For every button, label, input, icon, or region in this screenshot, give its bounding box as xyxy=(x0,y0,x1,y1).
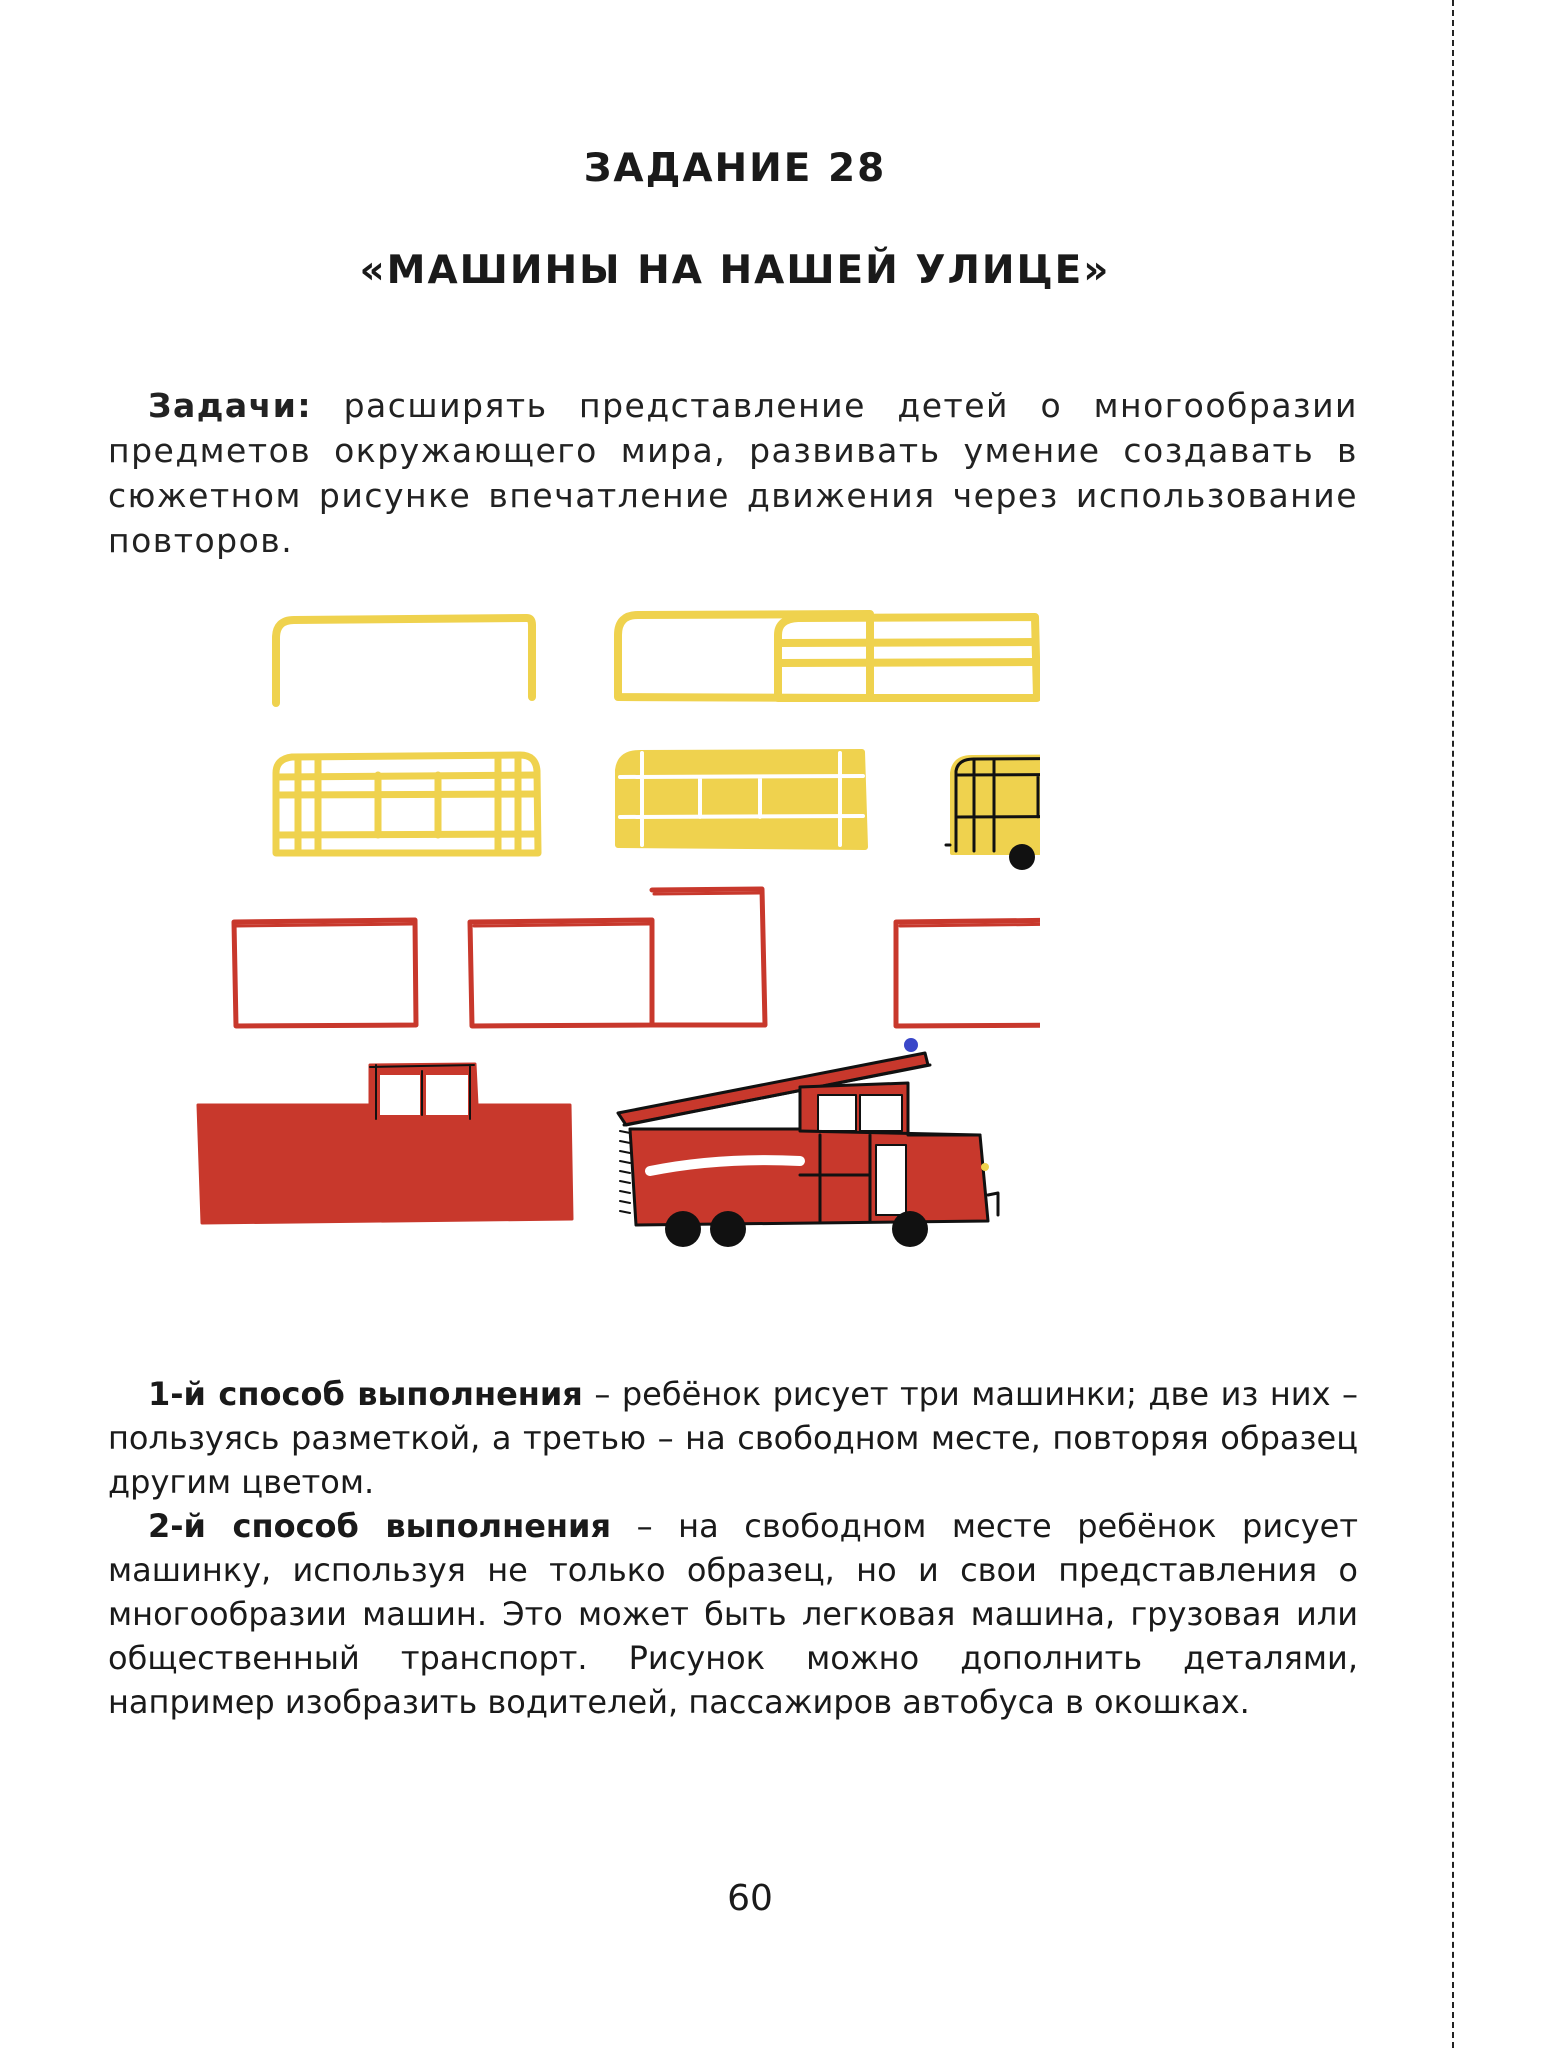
truck-step-1 xyxy=(234,920,416,1026)
method-2 xyxy=(108,1504,1358,1724)
task-title: «МАШИНЫ НА НАШЕЙ УЛИЦЕ» xyxy=(359,248,1111,293)
tasks-text: расширять представление детей о многообразии предметов окружающего мира, развивать умение создавать в сюжетном рисунке впечатление движения через использование повторов. xyxy=(108,386,1358,560)
method-1-label: 1-й способ выполнения xyxy=(148,1375,583,1413)
drawing-steps-illustration xyxy=(180,595,1040,1315)
task-number: ЗАДАНИЕ 28 xyxy=(583,146,887,191)
bus-step-5 xyxy=(618,752,865,847)
cut-line xyxy=(1452,0,1454,2048)
fire-engine xyxy=(618,1038,998,1247)
truck-step-3 xyxy=(896,887,1040,1026)
page-number: 60 xyxy=(727,1878,773,1919)
method-1-text: – ребёнок рисует три машинки; две из них – пользуясь разметкой, а третью – на свободном месте, повторяя образец другим цветом. xyxy=(108,1375,1359,1501)
truck-step-4 xyxy=(198,1064,572,1223)
bus-complete xyxy=(946,756,1040,870)
method-2-label: 2-й способ выполнения xyxy=(148,1507,612,1545)
method-2-text: – на свободном месте ребёнок рисует машинку, используя не только образец, но и свои представления о многообразии машин. Это может быть легковая машина, грузовая или общественный транспорт. Рисунок можно дополнить деталями, например изобразить водителей, пассажиров автобуса в окошках. xyxy=(108,1507,1359,1721)
bus-step-3 xyxy=(778,617,1037,698)
methods-section xyxy=(108,1372,1358,1724)
tasks-paragraph xyxy=(108,383,1358,563)
method-1 xyxy=(108,1372,1358,1504)
bus-step-2 xyxy=(618,614,870,698)
truck-step-2 xyxy=(470,889,765,1026)
bus-step-4 xyxy=(276,755,538,853)
bus-step-1 xyxy=(276,618,532,703)
tasks-label: Задачи: xyxy=(148,386,313,425)
